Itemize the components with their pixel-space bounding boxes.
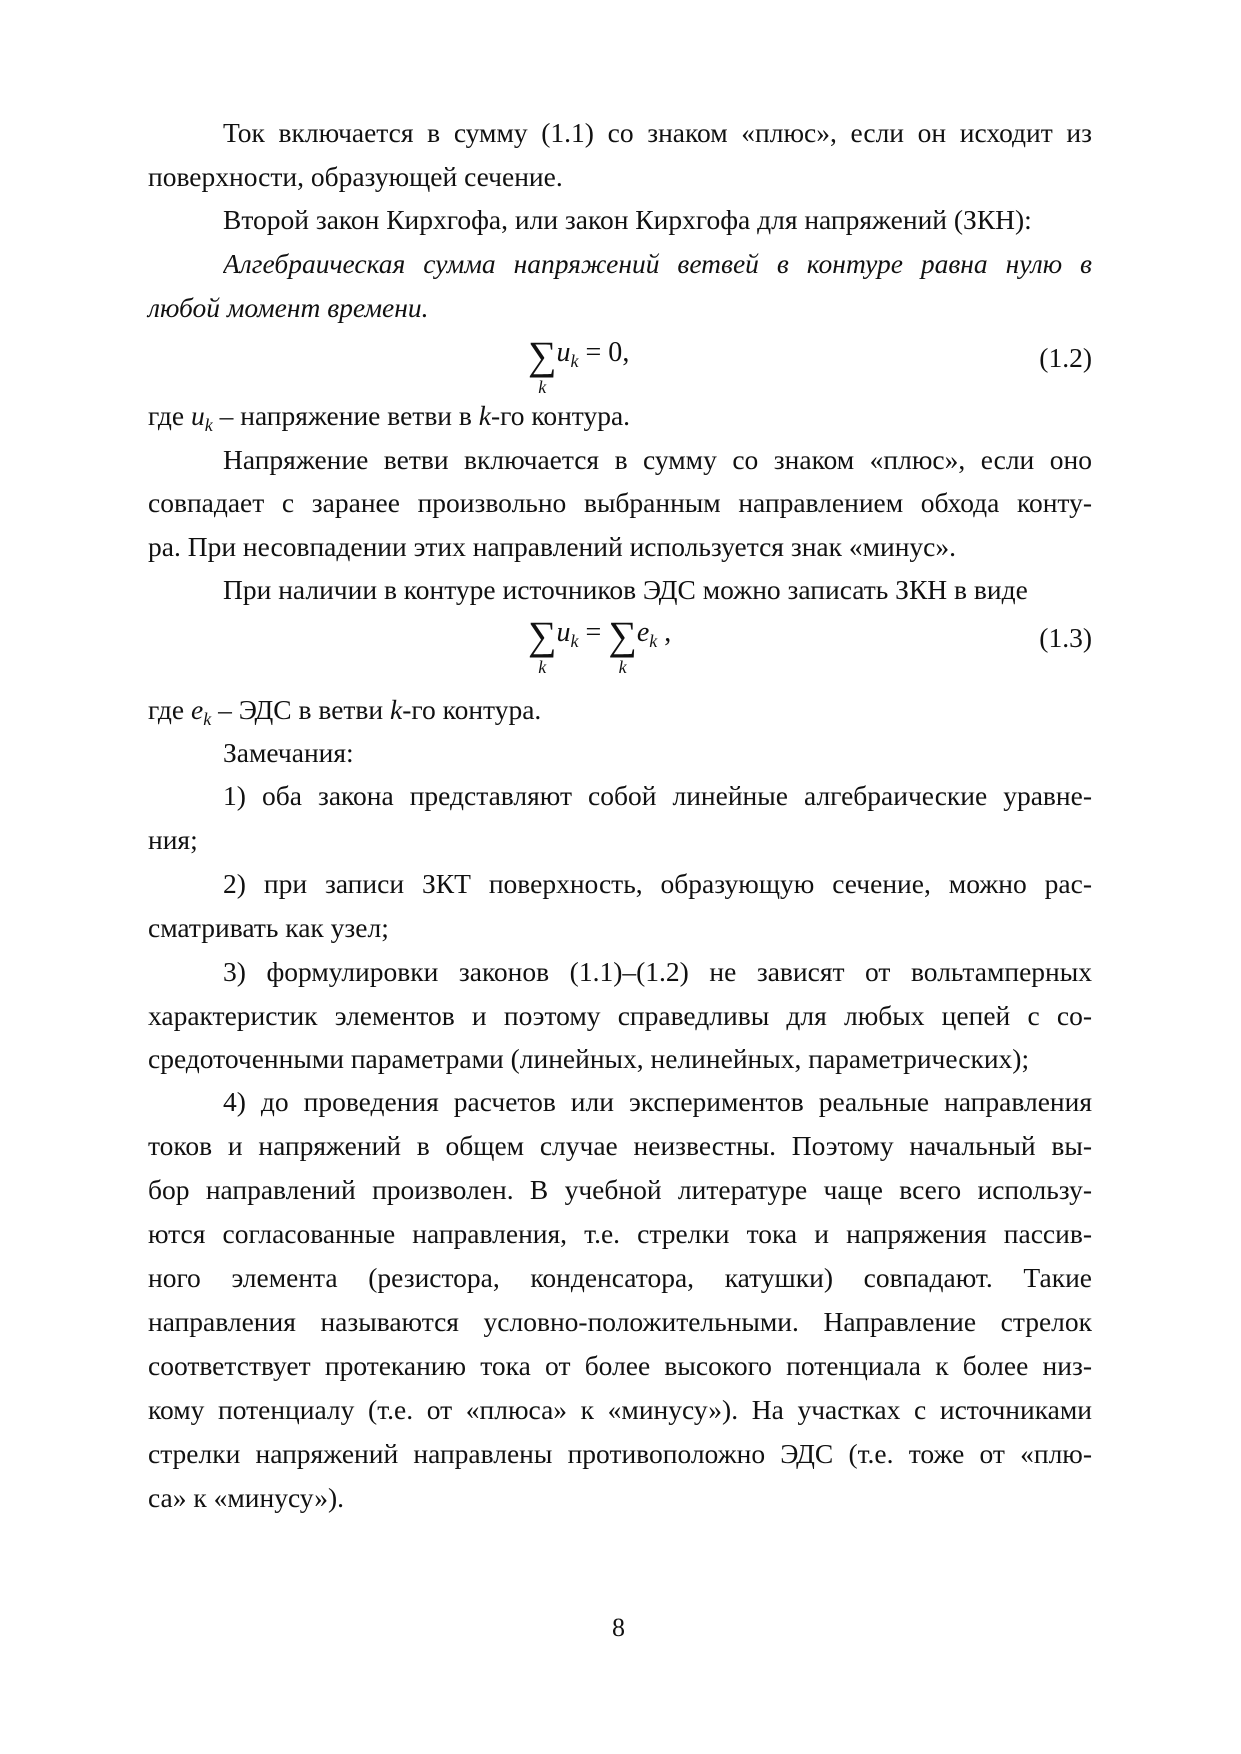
paragraph-line: ра. При несовпадении этих направлений используется знак «минус». xyxy=(148,531,957,562)
sum-symbol: ∑ k xyxy=(528,613,557,677)
sum-symbol: ∑ k xyxy=(608,613,637,677)
remark-4-line: кому потенциалу (т.е. от «плюса» к «минусу»). На участках с источниками xyxy=(148,1394,1092,1425)
paragraph-line: поверхности, образующей сечение. xyxy=(148,161,563,192)
remark-1-line: ния; xyxy=(148,824,198,855)
paragraph-line: Ток включается в сумму (1.1) со знаком «плюс», если он исходит из xyxy=(223,117,1092,148)
equation-number-1-3: (1.3) xyxy=(1039,622,1092,653)
where-uk-line: где $u_k$ – напряжение ветви в k-го контура. xyxy=(148,400,631,435)
kvl-definition-line: любой момент времени. xyxy=(148,292,429,323)
remark-4-line: 4) до проведения расчетов или экспериментов реальные направления xyxy=(223,1086,1092,1117)
remark-4-line: ного элемента (резистора, конденсатора, катушки) совпадают. Такие xyxy=(148,1262,1092,1293)
remark-4-line: ются согласованные направления, т.е. стрелки тока и напряжения пассив- xyxy=(148,1218,1092,1249)
equation-number-1-2: (1.2) xyxy=(1039,342,1092,373)
paragraph-line: При наличии в контуре источников ЭДС можно записать ЗКН в виде xyxy=(223,574,1028,605)
sum-symbol: ∑ k xyxy=(528,333,557,397)
formula-1-2: ∑ k $u_k = 0$, xyxy=(528,333,630,397)
remark-2-line: сматривать как узел; xyxy=(148,912,389,943)
remark-4-line: са» к «минусу»). xyxy=(148,1482,345,1513)
paragraph-line: Второй закон Кирхгофа, или закон Кирхгофа для напряжений (ЗКН): xyxy=(223,204,1032,235)
remark-4-line: токов и напряжений в общем случае неизвестны. Поэтому начальный вы- xyxy=(148,1130,1092,1161)
kvl-definition-line: Алгебраическая сумма напряжений ветвей в контуре равна нулю в xyxy=(223,248,1092,279)
where-ek-line: где $e_k$ – ЭДС в ветви k-го контура. xyxy=(148,694,542,729)
remark-3-line: средоточенными параметрами (линейных, нелинейных, параметрических); xyxy=(148,1043,1030,1074)
formula-1-3: ∑ k $u_k$ = ∑ k $e_k$ , xyxy=(528,613,672,677)
paragraph-line: Напряжение ветви включается в сумму со знаком «плюс», если оно xyxy=(223,444,1092,475)
remark-4-line: соответствует протеканию тока от более высокого потенциала к более низ- xyxy=(148,1350,1092,1381)
remark-4-line: направления называются условно-положительными. Направление стрелок xyxy=(148,1306,1092,1337)
paragraph-line: совпадает с заранее произвольно выбранным направлением обхода конту- xyxy=(148,487,1092,518)
remark-4-line: стрелки напряжений направлены противоположно ЭДС (т.е. тоже от «плю- xyxy=(148,1438,1092,1469)
remark-1-line: 1) оба закона представляют собой линейные алгебраические уравне- xyxy=(223,780,1092,811)
remark-4-line: бор направлений произволен. В учебной литературе чаще всего использу- xyxy=(148,1174,1092,1205)
remark-2-line: 2) при записи ЗКТ поверхность, образующую сечение, можно рас- xyxy=(223,868,1092,899)
remarks-heading: Замечания: xyxy=(223,737,354,768)
remark-3-line: характеристик элементов и поэтому справедливы для любых цепей с со- xyxy=(148,1000,1092,1031)
page-number: 8 xyxy=(612,1613,625,1642)
remark-3-line: 3) формулировки законов (1.1)–(1.2) не зависят от вольтамперных xyxy=(223,956,1092,987)
